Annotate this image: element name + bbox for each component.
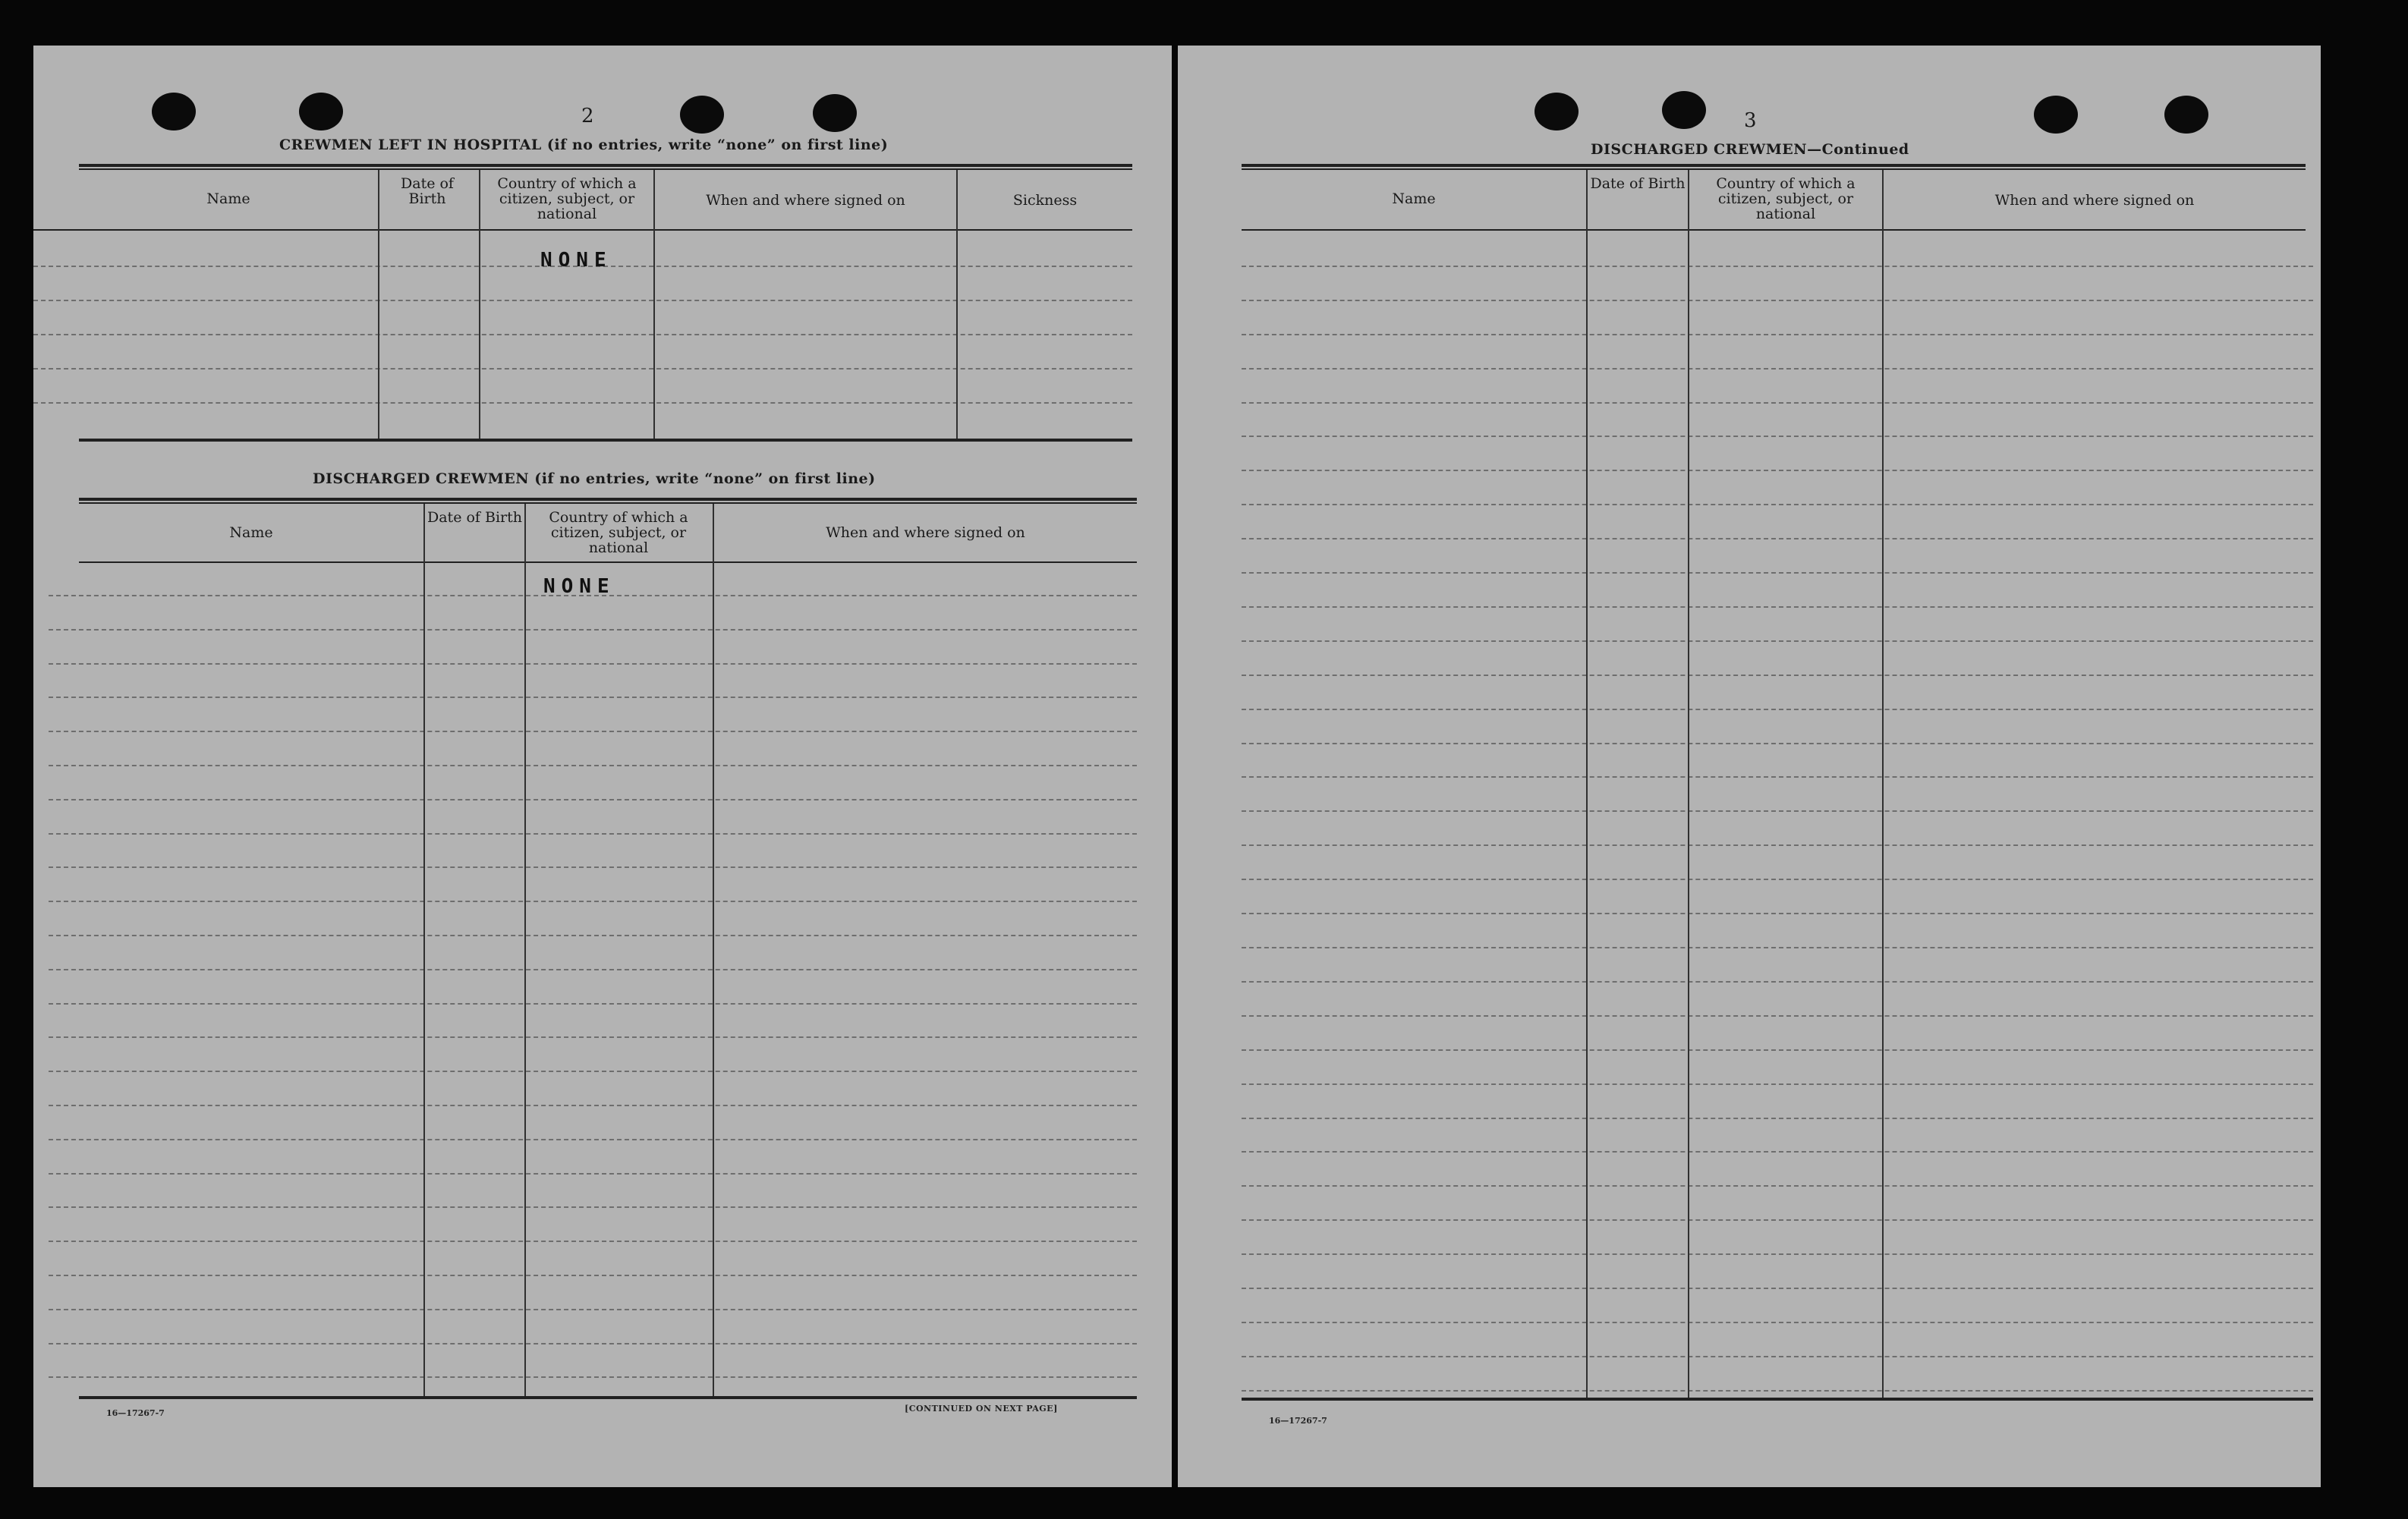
entry-line bbox=[33, 368, 1132, 370]
entry-line bbox=[1242, 879, 2313, 880]
header-name: Name bbox=[1392, 190, 1436, 207]
table-rule bbox=[79, 1396, 1137, 1399]
entry-line bbox=[1242, 300, 2313, 301]
header-country: Country of which a citizen, subject, or national bbox=[497, 175, 637, 222]
punch-hole bbox=[813, 94, 857, 132]
entry-line bbox=[49, 1071, 1137, 1072]
header-name: Name bbox=[229, 524, 273, 541]
entry-line bbox=[49, 1206, 1137, 1208]
punch-hole bbox=[680, 96, 724, 134]
entry-line bbox=[49, 969, 1137, 970]
form-number: 16—17267-7 bbox=[106, 1408, 165, 1418]
column-divider bbox=[956, 170, 958, 439]
entry-line bbox=[1242, 368, 2313, 370]
entry-line bbox=[33, 334, 1132, 335]
punch-hole bbox=[1535, 93, 1579, 131]
header-country: Country of which a citizen, subject, or national bbox=[1716, 175, 1856, 222]
entry-line bbox=[49, 629, 1137, 631]
form-number: 16—17267-7 bbox=[1269, 1416, 1327, 1426]
entry-line bbox=[1242, 1083, 2313, 1085]
entry-line bbox=[1242, 776, 2313, 778]
entry-line bbox=[49, 1343, 1137, 1344]
table-rule bbox=[1242, 229, 2306, 231]
column-divider bbox=[1882, 170, 1884, 1398]
entry-line bbox=[1242, 572, 2313, 574]
entry-line bbox=[49, 663, 1137, 665]
column-divider bbox=[378, 170, 379, 439]
header-signed-on: When and where signed on bbox=[706, 192, 905, 209]
page-number: 3 bbox=[1744, 109, 1757, 132]
entry-line bbox=[49, 833, 1137, 835]
hospital-entry: NONE bbox=[540, 249, 612, 272]
table-rule bbox=[79, 498, 1137, 501]
entry-line bbox=[1242, 1356, 2313, 1357]
table-rule bbox=[79, 502, 1137, 504]
column-divider bbox=[1688, 170, 1689, 1398]
entry-line bbox=[49, 935, 1137, 936]
entry-line bbox=[49, 765, 1137, 766]
table-rule bbox=[1242, 1398, 2313, 1401]
table-rule bbox=[79, 561, 1137, 563]
punch-hole bbox=[152, 93, 196, 131]
entry-line bbox=[1242, 1185, 2313, 1187]
continued-note: [CONTINUED ON NEXT PAGE] bbox=[905, 1404, 1058, 1414]
header-country: Country of which a citizen, subject, or national bbox=[549, 509, 688, 556]
entry-line bbox=[1242, 947, 2313, 948]
right-page bbox=[1178, 46, 2321, 1487]
entry-line bbox=[1242, 1322, 2313, 1323]
header-dob: Date of Birth bbox=[1590, 175, 1686, 192]
entry-line bbox=[1242, 402, 2313, 404]
hospital-section-title: CREWMEN LEFT IN HOSPITAL (if no entries, write “none” on first line) bbox=[279, 137, 889, 153]
column-divider bbox=[1586, 170, 1588, 1398]
table-rule bbox=[1242, 168, 2306, 170]
entry-line bbox=[49, 1139, 1137, 1140]
entry-line bbox=[49, 1105, 1137, 1106]
entry-line bbox=[1242, 810, 2313, 812]
entry-line bbox=[49, 799, 1137, 800]
column-divider bbox=[524, 504, 526, 1396]
header-signed-on: When and where signed on bbox=[826, 524, 1025, 541]
punch-hole bbox=[2164, 96, 2208, 134]
entry-line bbox=[1242, 1219, 2313, 1221]
punch-hole bbox=[2034, 96, 2078, 134]
entry-line bbox=[33, 300, 1132, 301]
punch-hole bbox=[1662, 91, 1706, 129]
entry-line bbox=[1242, 538, 2313, 539]
entry-line bbox=[49, 866, 1137, 868]
entry-line bbox=[1242, 1118, 2313, 1119]
entry-line bbox=[49, 901, 1137, 902]
entry-line bbox=[1242, 266, 2313, 267]
discharged-section-title: DISCHARGED CREWMEN (if no entries, write “none” on first line) bbox=[313, 470, 876, 487]
table-rule bbox=[33, 229, 1132, 231]
column-divider bbox=[653, 170, 655, 439]
entry-line bbox=[1242, 913, 2313, 914]
entry-line bbox=[1242, 334, 2313, 335]
entry-line bbox=[49, 731, 1137, 732]
column-divider bbox=[713, 504, 714, 1396]
table-rule bbox=[79, 168, 1132, 170]
entry-line bbox=[1242, 504, 2313, 505]
entry-line bbox=[1242, 709, 2313, 710]
entry-line bbox=[1242, 436, 2313, 437]
entry-line bbox=[1242, 675, 2313, 676]
header-signed-on: When and where signed on bbox=[1994, 192, 2195, 209]
entry-line bbox=[1242, 1253, 2313, 1255]
entry-line bbox=[49, 1275, 1137, 1276]
entry-line bbox=[1242, 1049, 2313, 1051]
header-name: Name bbox=[206, 190, 250, 207]
table-rule bbox=[79, 439, 1132, 442]
header-sickness: Sickness bbox=[1012, 192, 1078, 209]
header-dob: Date of Birth bbox=[401, 175, 454, 207]
entry-line bbox=[1242, 606, 2313, 608]
entry-line bbox=[49, 1309, 1137, 1310]
left-page bbox=[33, 46, 1172, 1487]
entry-line bbox=[1242, 470, 2313, 471]
table-rule bbox=[1242, 164, 2306, 167]
entry-line bbox=[1242, 844, 2313, 846]
entry-line bbox=[49, 1173, 1137, 1175]
entry-line bbox=[1242, 1151, 2313, 1153]
column-divider bbox=[423, 504, 425, 1396]
entry-line bbox=[1242, 1015, 2313, 1017]
punch-hole bbox=[299, 93, 343, 131]
table-rule bbox=[79, 164, 1132, 167]
section-title: DISCHARGED CREWMEN—Continued bbox=[1591, 141, 1909, 158]
entry-line bbox=[1242, 1288, 2313, 1289]
entry-line bbox=[49, 1003, 1137, 1005]
entry-line bbox=[49, 1376, 1137, 1378]
entry-line bbox=[1242, 981, 2313, 983]
page-number: 2 bbox=[581, 105, 594, 127]
entry-line bbox=[49, 1036, 1137, 1038]
entry-line bbox=[1242, 743, 2313, 744]
entry-line bbox=[49, 697, 1137, 698]
entry-line bbox=[33, 402, 1132, 404]
entry-line bbox=[1242, 1390, 2313, 1392]
discharged-entry: NONE bbox=[543, 575, 615, 598]
entry-line bbox=[1242, 640, 2313, 642]
header-dob: Date of Birth bbox=[427, 509, 522, 526]
entry-line bbox=[49, 1241, 1137, 1242]
